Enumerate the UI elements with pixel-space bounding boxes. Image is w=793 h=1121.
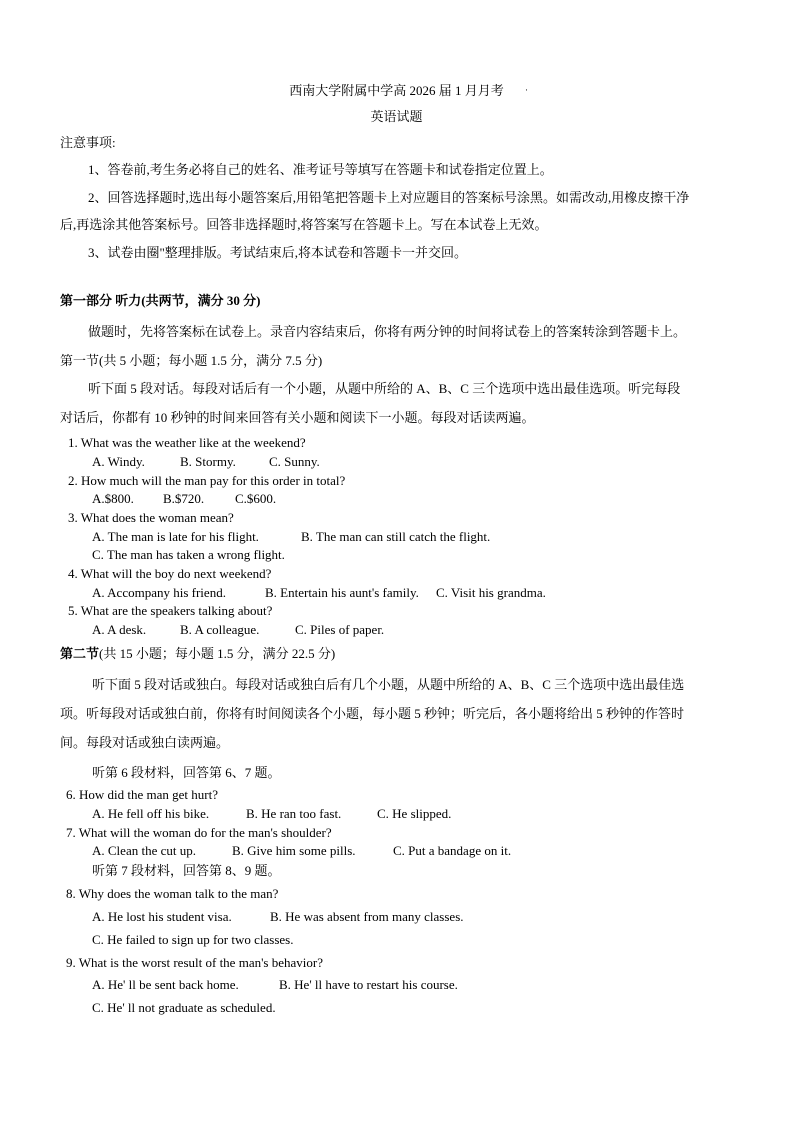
question-6: 6. How did the man get hurt? bbox=[66, 787, 218, 802]
question-3-option-c: C. The man has taken a wrong flight. bbox=[92, 547, 285, 562]
option-a: A. The man is late for his flight. bbox=[92, 529, 259, 544]
question-9: 9. What is the worst result of the man's behavior? bbox=[66, 955, 323, 970]
question-5-options bbox=[92, 622, 384, 638]
question-5: 5. What are the speakers talking about? bbox=[68, 603, 273, 618]
note-3: 3、试卷由圈"整理排版。考试结束后,将本试卷和答题卡一并交回。 bbox=[88, 245, 468, 260]
option-a: A. A desk. bbox=[92, 622, 147, 637]
option-a: A. Accompany his friend. bbox=[92, 585, 226, 600]
question-1: 1. What was the weather like at the weekend? bbox=[68, 435, 306, 450]
option-b: B. Give him some pills. bbox=[232, 843, 356, 858]
option-c: C. Visit his grandma. bbox=[436, 585, 546, 600]
option-c: C.$600. bbox=[235, 491, 277, 506]
question-9-option-c: C. He' ll not graduate as scheduled. bbox=[92, 1000, 276, 1015]
question-2-options bbox=[92, 491, 276, 507]
option-b: B.$720. bbox=[163, 491, 205, 506]
section2-instructions-line-3: 间。每段对话或独白读两遍。 bbox=[60, 735, 230, 750]
option-b: B. Entertain his aunt's family. bbox=[265, 585, 419, 600]
option-a: A.$800. bbox=[92, 491, 134, 506]
notes-heading: 注意事项: bbox=[60, 135, 116, 150]
part1-heading: 第一部分 听力(共两节，满分 30 分) bbox=[60, 293, 261, 308]
option-a: A. He' ll be sent back home. bbox=[92, 977, 239, 992]
option-a: A. Windy. bbox=[92, 454, 145, 469]
option-c: C. He slipped. bbox=[377, 806, 452, 821]
question-9-options bbox=[92, 977, 458, 993]
option-c: C. Piles of paper. bbox=[295, 622, 385, 637]
material-7-note: 听第 7 段材料，回答第 8、9 题。 bbox=[92, 863, 281, 878]
option-b: B. He was absent from many classes. bbox=[270, 909, 464, 924]
option-b: B. Stormy. bbox=[180, 454, 236, 469]
note-1: 1、答卷前,考生务必将自己的姓名、准考证号等填写在答题卡和试卷指定位置上。 bbox=[88, 162, 553, 177]
section2-instructions-line-1: 听下面 5 段对话或独白。每段对话或独白后有几个小题，从题中所给的 A、B、C 三个选项中选出最佳选 bbox=[92, 677, 685, 692]
option-c: C. Sunny. bbox=[269, 454, 320, 469]
question-6-options bbox=[92, 806, 451, 822]
question-8-options bbox=[92, 909, 464, 925]
option-a: A. He fell off his bike. bbox=[92, 806, 210, 821]
question-3-options bbox=[92, 529, 490, 545]
exam-subject: 英语试题 bbox=[370, 109, 423, 124]
question-4-options bbox=[92, 585, 546, 601]
option-b: B. He ran too fast. bbox=[246, 806, 342, 821]
section1-instructions-line-1: 听下面 5 段对话。每段对话后有一个小题，从题中所给的 A、B、C 三个选项中选出最佳选项。听完每段 bbox=[88, 381, 681, 396]
option-a: A. Clean the cut up. bbox=[92, 843, 196, 858]
option-a: A. He lost his student visa. bbox=[92, 909, 232, 924]
option-b: B. A colleague. bbox=[180, 622, 260, 637]
section2-instructions-line-2: 项。听每段对话或独白前，你将有时间阅读各个小题，每小题 5 秒钟；听完后，各小题将给出 5 秒钟的作答时 bbox=[60, 706, 685, 721]
question-8: 8. Why does the woman talk to the man? bbox=[66, 886, 279, 901]
question-2: 2. How much will the man pay for this order in total? bbox=[68, 473, 346, 488]
question-7: 7. What will the woman do for the man's shoulder? bbox=[66, 825, 332, 840]
question-4: 4. What will the boy do next weekend? bbox=[68, 566, 272, 581]
option-b: B. The man can still catch the flight. bbox=[301, 529, 491, 544]
section2-heading bbox=[60, 646, 335, 662]
section1-instructions-line-2: 对话后，你都有 10 秒钟的时间来回答有关小题和阅读下一小题。每段对话读两遍。 bbox=[60, 410, 535, 425]
option-b: B. He' ll have to restart his course. bbox=[279, 977, 458, 992]
note-2-line-1: 2、回答选择题时,选出每小题答案后,用铅笔把答题卡上对应题目的答案标号涂黑。如需改动,用橡皮擦干净 bbox=[88, 190, 690, 205]
note-2-line-2: 后,再选涂其他答案标号。回答非选择题时,将答案写在答题卡上。写在本试卷上无效。 bbox=[60, 217, 548, 232]
part1-intro: 做题时，先将答案标在试卷上。录音内容结束后，你将有两分钟的时间将试卷上的答案转涂到答题卡上。 bbox=[88, 324, 687, 339]
section2-heading-detail: (共 15 小题；每小题 1.5 分，满分 22.5 分) bbox=[99, 646, 336, 661]
option-c: C. Put a bandage on it. bbox=[393, 843, 512, 858]
question-1-options bbox=[92, 454, 320, 470]
material-6-note: 听第 6 段材料，回答第 6、7 题。 bbox=[92, 765, 281, 780]
section2-heading-label: 第二节 bbox=[60, 646, 100, 661]
section1-heading: 第一节(共 5 小题；每小题 1.5 分，满分 7.5 分) bbox=[60, 353, 323, 368]
question-8-option-c: C. He failed to sign up for two classes. bbox=[92, 932, 294, 947]
question-3: 3. What does the woman mean? bbox=[68, 510, 234, 525]
header-mark: · bbox=[525, 85, 528, 95]
question-7-options bbox=[92, 843, 511, 859]
exam-title: 西南大学附属中学高 2026 届 1 月月考 bbox=[289, 83, 504, 98]
